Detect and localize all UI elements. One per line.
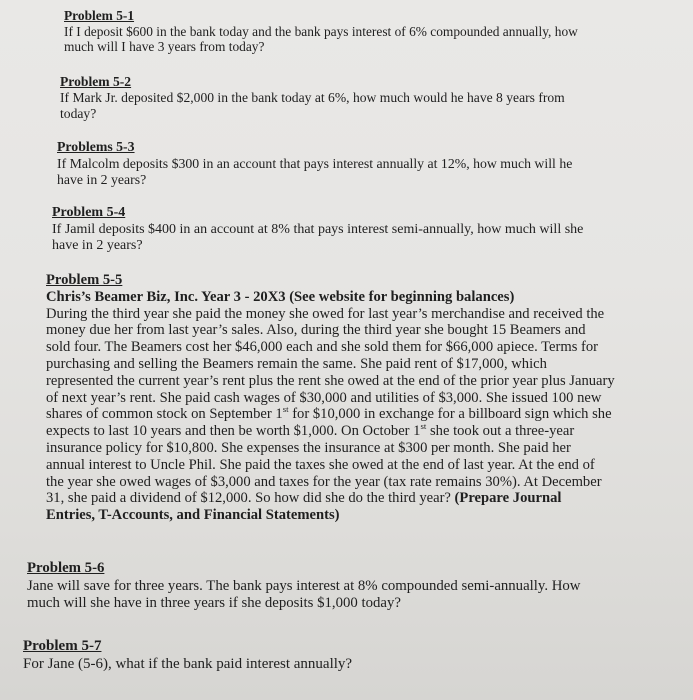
problem-heading: Problem 5-5 [46,272,123,288]
problem-text-line: much will I have 3 years from today? [64,39,265,54]
problem-text-line [46,423,615,440]
problem-text-line: the year she owed wages of $3,000 and taxes for the year (tax rate remains 30%). At December [46,473,602,490]
problem-text-line: much will she have in three years if she deposits $1,000 today? [27,595,401,611]
text-segment: expects to last 10 years and then be worth $1,000. On October 1 [46,423,421,440]
problem-text-line: If Jamil deposits $400 in an account at 8% that pays interest semi-annually, how much will she [52,221,584,237]
problem-text-line: purchasing and selling the Beamers remain the same. She paid rent of $17,000, which [46,355,547,372]
text-segment: for $10,000 in exchange for a billboard sign which she [288,406,612,423]
problem-subheading: Chris’s Beamer Biz, Inc. Year 3 - 20X3 (See website for beginning balances) [46,288,515,305]
instruction-text: (Prepare Journal [450,490,562,507]
problem-text-line: today? [60,106,97,121]
problem-5-2 [60,74,565,122]
problem-heading: Problem 5-7 [23,638,102,654]
problem-5-4 [52,205,583,255]
problem-text-line [46,406,615,423]
problem-heading: Problems 5-3 [57,139,135,154]
problem-text-line: annual interest to Uncle Phil. She paid the taxes she owed at the end of last year. At the end of [46,456,595,473]
text-segment: 31, she paid a dividend of $12,000. So how did she do the third year? [46,490,451,507]
problem-text-line [46,490,615,507]
problem-text-line: For Jane (5-6), what if the bank paid interest annually? [23,656,353,672]
problem-text-line: Jane will save for three years. The bank pays interest at 8% compounded semi-annually. How [27,577,581,594]
problem-heading: Problem 5-1 [64,8,135,23]
problem-5-3 [57,139,572,189]
ordinal-superscript: st [420,421,427,432]
text-segment: she took out a three-year [426,423,575,440]
problem-text-line: sold four. The Beamers cost her $46,000 each and she sold them for $66,000 apiece. Terms for [46,339,599,356]
problem-text-line: money due her from last year’s sales. Also, during the third year she bought 15 Beamers and [46,322,586,339]
problem-text-line: During the third year she paid the money she owed for last year’s merchandise and received the [46,305,605,322]
problem-text-line: of next year’s rent. She paid cash wages of $30,000 and utilities of $3,000. She issued 100 new [46,389,602,406]
problem-text-line: insurance policy for $10,800. She expenses the insurance at $300 per month. She paid her [46,439,571,456]
problem-text-line: have in 2 years? [52,238,143,253]
problem-text-line: If I deposit $600 in the bank today and the bank pays interest of 6% compounded annually, how [64,23,578,39]
problem-text-line: If Malcolm deposits $300 in an account that pays interest annually at 12%, how much will he [57,155,573,171]
ordinal-superscript: st [282,404,289,415]
problem-5-5 [46,272,615,524]
problem-text-line: represented the current year’s rent plus the rent she owed at the end of the prior year plus January [46,372,615,389]
problem-5-6 [27,560,580,613]
problem-heading: Problem 5-2 [60,74,132,89]
problem-5-7 [23,637,352,673]
text-segment: shares of common stock on September 1 [46,406,283,423]
problem-text-line: have in 2 years? [57,172,147,187]
problem-5-1 [64,8,578,55]
instruction-text: Entries, T-Accounts, and Financial Statements) [46,507,340,524]
problem-heading: Problem 5-4 [52,205,126,220]
problem-text-line: If Mark Jr. deposited $2,000 in the bank today at 6%, how much would he have 8 years from [60,90,565,105]
problem-heading: Problem 5-6 [27,560,105,576]
